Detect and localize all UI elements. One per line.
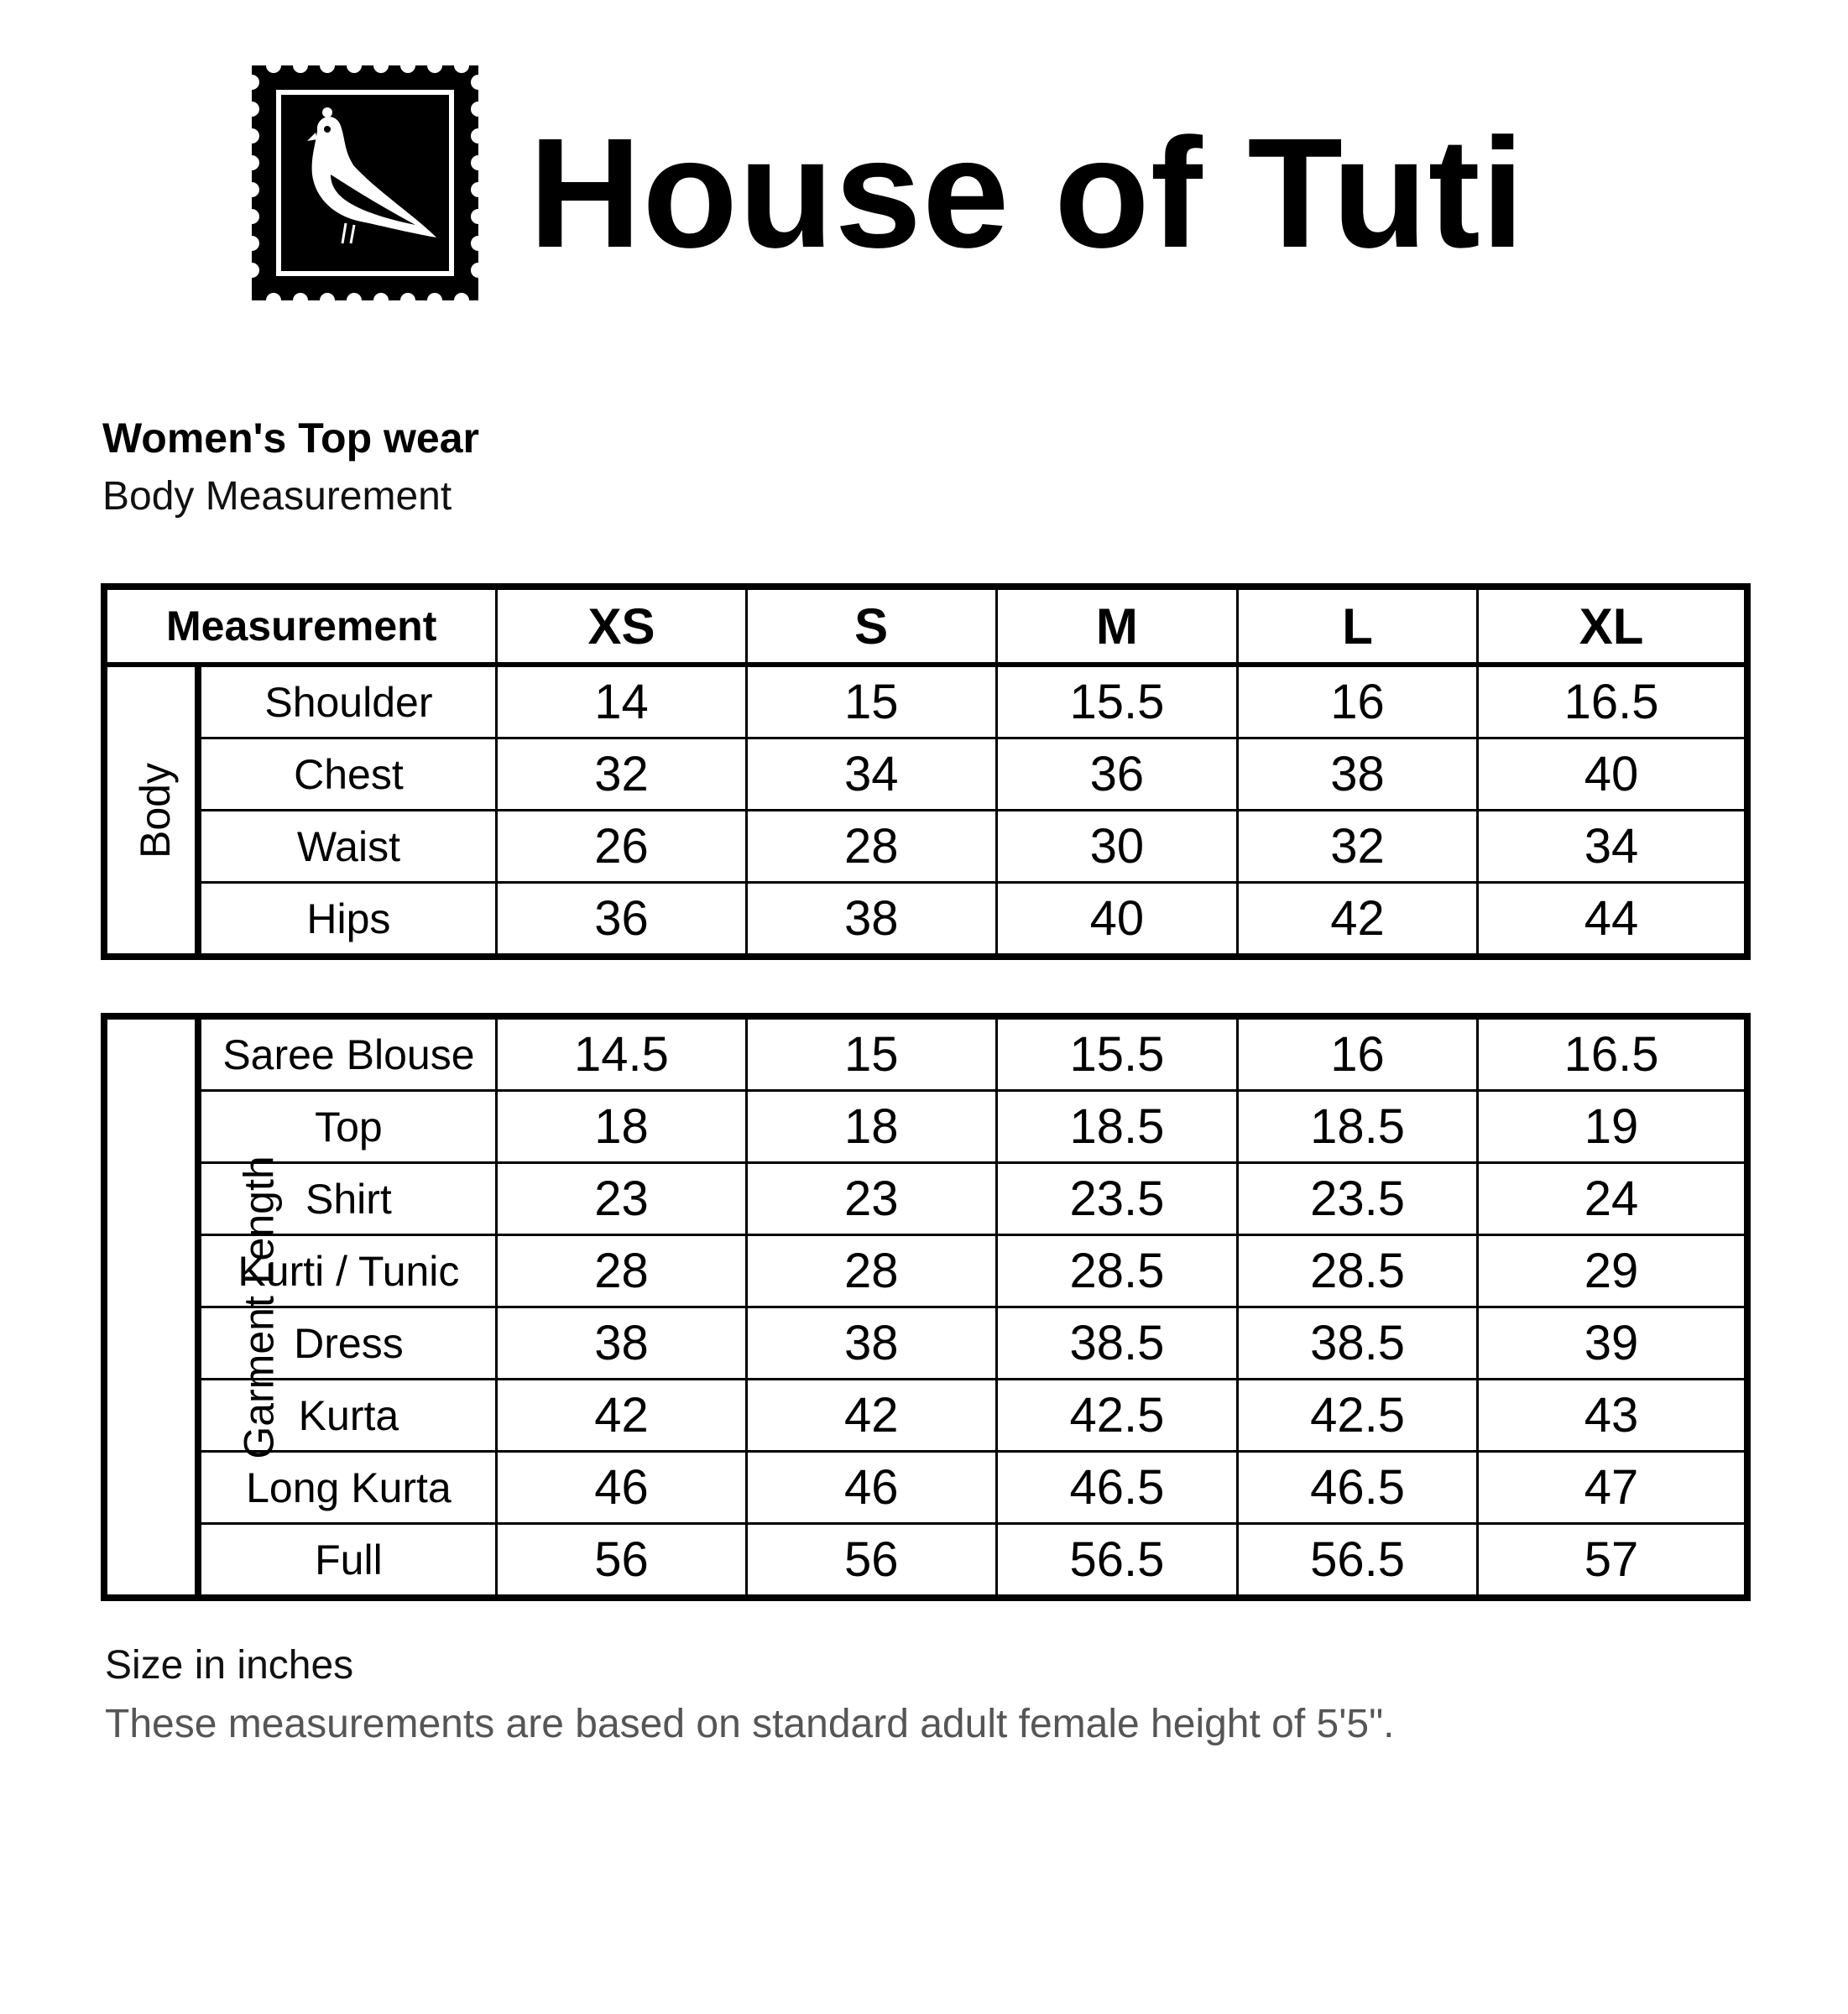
table-cell: 16 <box>1237 1016 1477 1091</box>
table-row <box>104 1380 1747 1452</box>
table-cell: 15 <box>746 665 996 738</box>
table-cell: 36 <box>497 883 746 957</box>
table-cell: 23.5 <box>1237 1163 1477 1235</box>
table-cell: 14.5 <box>497 1016 746 1091</box>
table-cell: 46.5 <box>1237 1452 1477 1524</box>
table-cell: 32 <box>497 738 746 811</box>
table-cell: 38 <box>746 1307 996 1380</box>
section-title: Women's Top wear <box>102 415 479 462</box>
size-header-xs: XS <box>497 587 746 665</box>
table-cell: 57 <box>1478 1524 1747 1599</box>
table-cell: 29 <box>1478 1235 1747 1307</box>
unit-note: Size in inches <box>105 1643 354 1688</box>
row-label: Full <box>198 1524 496 1599</box>
table-cell: 19 <box>1478 1091 1747 1163</box>
row-label: Dress <box>198 1307 496 1380</box>
section-intro <box>102 413 479 522</box>
table-cell: 34 <box>1478 811 1747 883</box>
table-cell: 34 <box>746 738 996 811</box>
table-cell: 38.5 <box>996 1307 1237 1380</box>
table-row <box>104 1524 1747 1599</box>
row-label: Kurta <box>198 1380 496 1452</box>
table-cell: 14 <box>497 665 746 738</box>
row-label: Long Kurta <box>198 1452 496 1524</box>
table-cell: 56 <box>497 1524 746 1599</box>
table-cell: 39 <box>1478 1307 1747 1380</box>
footer-notes <box>105 1641 1394 1750</box>
table-cell: 23 <box>497 1163 746 1235</box>
body-measurement-table <box>101 583 1751 960</box>
row-label: Kurti / Tunic <box>198 1235 496 1307</box>
table-cell: 15 <box>746 1016 996 1091</box>
table-row <box>104 1016 1747 1091</box>
size-header-l: L <box>1237 587 1477 665</box>
garment-group-label: Garment Length <box>104 1016 198 1598</box>
bird-stamp-icon <box>243 57 487 309</box>
table-cell: 42.5 <box>1237 1380 1477 1452</box>
table-cell: 42.5 <box>996 1380 1237 1452</box>
table-cell: 56.5 <box>996 1524 1237 1599</box>
table-cell: 47 <box>1478 1452 1747 1524</box>
size-header-m: M <box>996 587 1237 665</box>
row-label: Waist <box>198 811 496 883</box>
table-cell: 18.5 <box>996 1091 1237 1163</box>
table-row <box>104 665 1747 738</box>
table-cell: 44 <box>1478 883 1747 957</box>
table-cell: 28.5 <box>1237 1235 1477 1307</box>
table-cell: 56.5 <box>1237 1524 1477 1599</box>
table-row <box>104 1163 1747 1235</box>
table-row <box>104 1235 1747 1307</box>
table-cell: 28 <box>746 1235 996 1307</box>
table-cell: 16.5 <box>1478 665 1747 738</box>
row-label: Shoulder <box>198 665 496 738</box>
row-label: Chest <box>198 738 496 811</box>
table-cell: 46 <box>746 1452 996 1524</box>
table-cell: 16 <box>1237 665 1477 738</box>
table-cell: 15.5 <box>996 1016 1237 1091</box>
row-label: Top <box>198 1091 496 1163</box>
table-cell: 24 <box>1478 1163 1747 1235</box>
table-row <box>104 811 1747 883</box>
body-group-label: Body <box>104 665 198 957</box>
table-cell: 42 <box>746 1380 996 1452</box>
height-note: These measurements are based on standard adult female height of 5'5". <box>105 1702 1395 1746</box>
brand-name: House of Tuti <box>529 107 1526 280</box>
table-row <box>104 738 1747 811</box>
size-header-s: S <box>746 587 996 665</box>
table-cell: 42 <box>1237 883 1477 957</box>
table-row <box>104 1452 1747 1524</box>
table-header-row <box>104 587 1747 665</box>
brand-header <box>243 57 1553 309</box>
table-cell: 38 <box>1237 738 1477 811</box>
table-cell: 36 <box>996 738 1237 811</box>
table-cell: 46.5 <box>996 1452 1237 1524</box>
table-cell: 15.5 <box>996 665 1237 738</box>
table-row <box>104 1307 1747 1380</box>
table-row <box>104 883 1747 957</box>
table-cell: 42 <box>497 1380 746 1452</box>
table-cell: 32 <box>1237 811 1477 883</box>
table-cell: 18.5 <box>1237 1091 1477 1163</box>
measurement-header: Measurement <box>104 587 497 665</box>
table-cell: 40 <box>1478 738 1747 811</box>
table-cell: 18 <box>746 1091 996 1163</box>
table-cell: 46 <box>497 1452 746 1524</box>
table-cell: 28 <box>497 1235 746 1307</box>
table-cell: 28 <box>746 811 996 883</box>
table-cell: 56 <box>746 1524 996 1599</box>
table-cell: 28.5 <box>996 1235 1237 1307</box>
table-cell: 43 <box>1478 1380 1747 1452</box>
table-cell: 23.5 <box>996 1163 1237 1235</box>
row-label: Saree Blouse <box>198 1016 496 1091</box>
table-cell: 30 <box>996 811 1237 883</box>
table-cell: 26 <box>497 811 746 883</box>
table-row <box>104 1091 1747 1163</box>
size-header-xl: XL <box>1478 587 1747 665</box>
table-cell: 18 <box>497 1091 746 1163</box>
row-label: Shirt <box>198 1163 496 1235</box>
garment-length-table <box>101 1013 1751 1601</box>
table-cell: 23 <box>746 1163 996 1235</box>
section-subtitle: Body Measurement <box>102 474 452 519</box>
table-cell: 16.5 <box>1478 1016 1747 1091</box>
table-cell: 40 <box>996 883 1237 957</box>
table-cell: 38.5 <box>1237 1307 1477 1380</box>
table-cell: 38 <box>746 883 996 957</box>
table-cell: 38 <box>497 1307 746 1380</box>
row-label: Hips <box>198 883 496 957</box>
